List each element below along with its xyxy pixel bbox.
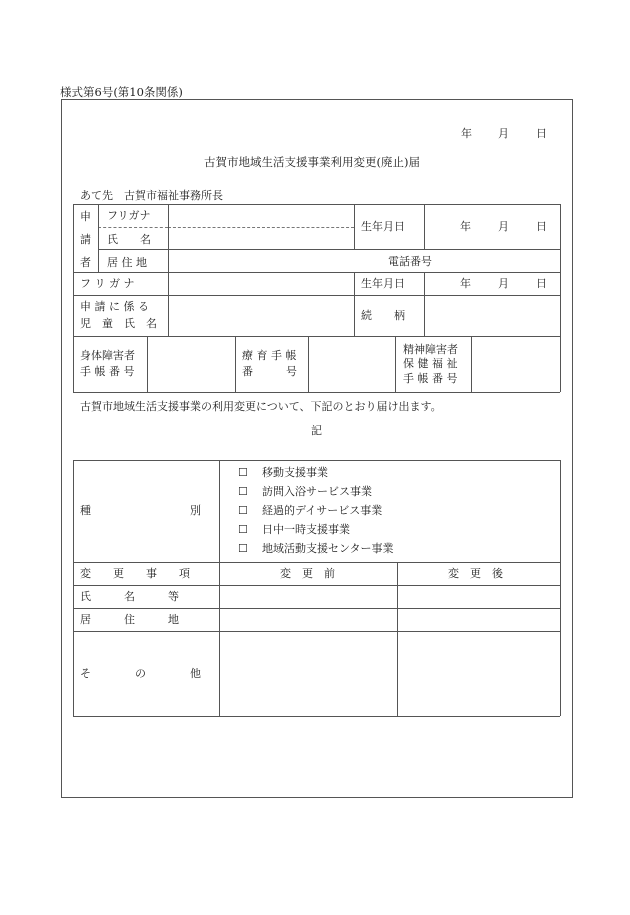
child-birth-year: 年	[460, 277, 471, 290]
document-title: 古賀市地域生活支援事業利用変更(廃止)届	[204, 155, 420, 169]
applicant-side-label-1: 申	[80, 210, 91, 223]
form-frame	[61, 99, 573, 798]
applicant-side-label-3: 者	[80, 256, 91, 269]
applicant-birth-day: 日	[536, 220, 547, 233]
ryoiku-handbook-label-line1: 療 育 手 帳	[242, 349, 297, 362]
applicant-birth-year: 年	[460, 220, 471, 233]
relation-label: 続 柄	[361, 309, 405, 322]
date-month-label: 月	[498, 127, 509, 140]
change-row-label-address: 居 住 地	[80, 613, 179, 626]
physical-handbook-label-line1: 身体障害者	[80, 349, 135, 362]
before-header: 変 更 前	[280, 567, 335, 580]
change-item-header: 変 更 事 項	[80, 567, 190, 580]
checkbox-icon[interactable]: ☐	[238, 542, 248, 555]
physical-handbook-label-line2: 手 帳 番 号	[80, 365, 135, 378]
child-birthdate-label: 生年月日	[361, 277, 405, 290]
child-birth-day: 日	[536, 277, 547, 290]
mental-handbook-label-line3: 手 帳 番 号	[403, 372, 458, 385]
service-label: 地域活動支援センター事業	[262, 542, 394, 555]
checkbox-icon[interactable]: ☐	[238, 504, 248, 517]
child-birth-month: 月	[498, 277, 509, 290]
ryoiku-handbook-label-line2: 番 号	[242, 365, 297, 378]
applicant-name-label: 氏 名	[107, 233, 151, 246]
date-day-label: 日	[536, 127, 547, 140]
statement-text: 古賀市地域生活支援事業の利用変更について、下記のとおり届け出ます。	[80, 400, 442, 413]
ki-label: 記	[311, 424, 322, 437]
applicant-birth-month: 月	[498, 220, 509, 233]
mental-handbook-label-line1: 精神障害者	[403, 343, 458, 356]
checkbox-icon[interactable]: ☐	[238, 466, 248, 479]
child-name-label-line2: 児 童 氏 名	[80, 317, 157, 330]
checkbox-icon[interactable]: ☐	[238, 523, 248, 536]
after-header: 変 更 後	[448, 567, 503, 580]
applicant-address-label: 居 住 地	[107, 256, 147, 269]
service-label: 訪問入浴サービス事業	[262, 485, 372, 498]
checkbox-icon[interactable]: ☐	[238, 485, 248, 498]
service-label: 移動支援事業	[262, 466, 328, 479]
applicant-furigana-label: フリガナ	[107, 209, 151, 222]
form-number: 様式第6号(第10条関係)	[60, 85, 183, 99]
child-furigana-label: フ リ ガ ナ	[80, 277, 135, 290]
child-name-label-line1: 申 請 に 係 る	[80, 300, 149, 313]
mental-handbook-label-line2: 保 健 福 祉	[403, 357, 458, 370]
phone-number-label: 電話番号	[388, 255, 432, 268]
date-year-label: 年	[461, 127, 472, 140]
service-type-label: 種 別	[80, 504, 201, 517]
applicant-side-label-2: 請	[80, 233, 91, 246]
service-label: 日中一時支援事業	[262, 523, 350, 536]
service-label: 経過的デイサービス事業	[262, 504, 383, 517]
change-row-label-name: 氏 名 等	[80, 590, 179, 603]
applicant-birthdate-label: 生年月日	[361, 220, 405, 233]
addressee: あて先 古賀市福祉事務所長	[80, 189, 223, 202]
change-row-label-other: そ の 他	[80, 667, 201, 680]
